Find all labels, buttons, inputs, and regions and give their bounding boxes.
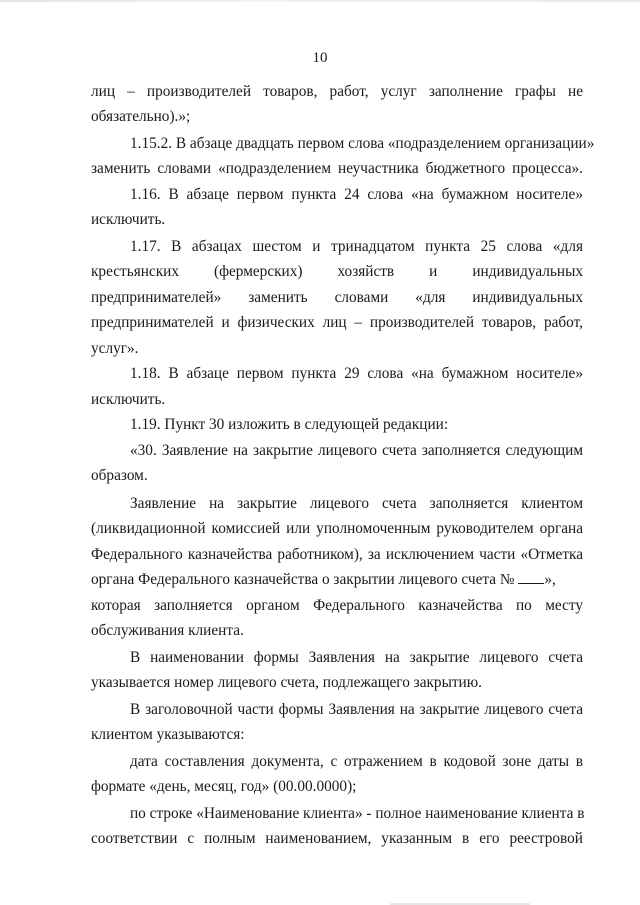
text-line: Федерального казначейства работником), за исключением части «Отметка [91,546,583,563]
text-line: указывается номер лицевого счета, подлежащего закрытию. [91,674,482,691]
text-line: исключить. [91,211,166,228]
text-line: предпринимателей и физических лиц – производителей товаров, работ, [91,314,583,331]
text-line: Заявление на закрытие лицевого счета заполняется клиентом [130,495,583,512]
text-line: дата составления документа, с отражением в кодовой зоне даты в [130,753,583,770]
text-line: исключить. [91,391,166,408]
text-line-with-blank [91,570,583,590]
text-line: В заголовочной части формы Заявления на закрытие лицевого счета [130,701,583,718]
text-line: лиц – производителей товаров, работ, услуг заполнение графы не [91,83,583,100]
text-line: 1.16. В абзаце первом пункта 24 слова «на бумажном носителе» [130,186,583,203]
text-line: по строке «Наименование клиента» - полное наименование клиента в [130,805,585,822]
text-line: образом. [91,467,148,484]
scan-top-edge [0,0,640,2]
text-line: соответствии с полным наименованием, указанным в его реестровой [91,830,583,847]
text-line: 1.15.2. В абзаце двадцать первом слова «подразделением организации» [130,135,595,152]
text-line: обязательно).»; [91,108,191,125]
text-line: «30. Заявление на закрытие лицевого счета заполняется следующим [130,442,583,459]
number-blank-field [518,571,544,584]
text-line: В наименовании формы Заявления на закрытие лицевого счета [130,649,583,666]
text-line: обслуживания клиента. [91,622,244,639]
text-line: клиентом указываются: [91,726,245,743]
text-line: услуг». [91,340,139,357]
text-line: 1.19. Пункт 30 изложить в следующей редакции: [130,416,449,433]
text-line: 1.18. В абзаце первом пункта 29 слова «на бумажном носителе» [130,365,583,382]
text-line: (ликвидационной комиссией или уполномоченным руководителем органа [91,520,583,537]
text-line: формате «день, месяц, год» (00.00.0000); [91,778,357,795]
text-line-part: органа Федерального казначейства о закрытии лицевого счета № [91,571,515,588]
text-line: предпринимателей» заменить словами «для индивидуальных [91,289,583,306]
text-line: крестьянских (фермерских) хозяйств и индивидуальных [91,263,583,280]
text-line-part: », [544,571,556,588]
text-line: заменить словами «подразделением неучастника бюджетного процесса». [91,160,583,177]
page-number: 10 [312,50,328,66]
text-line: которая заполняется органом Федерального казначейства по месту [91,597,583,614]
text-line: 1.17. В абзацах шестом и тринадцатом пункта 25 слова «для [130,238,583,255]
